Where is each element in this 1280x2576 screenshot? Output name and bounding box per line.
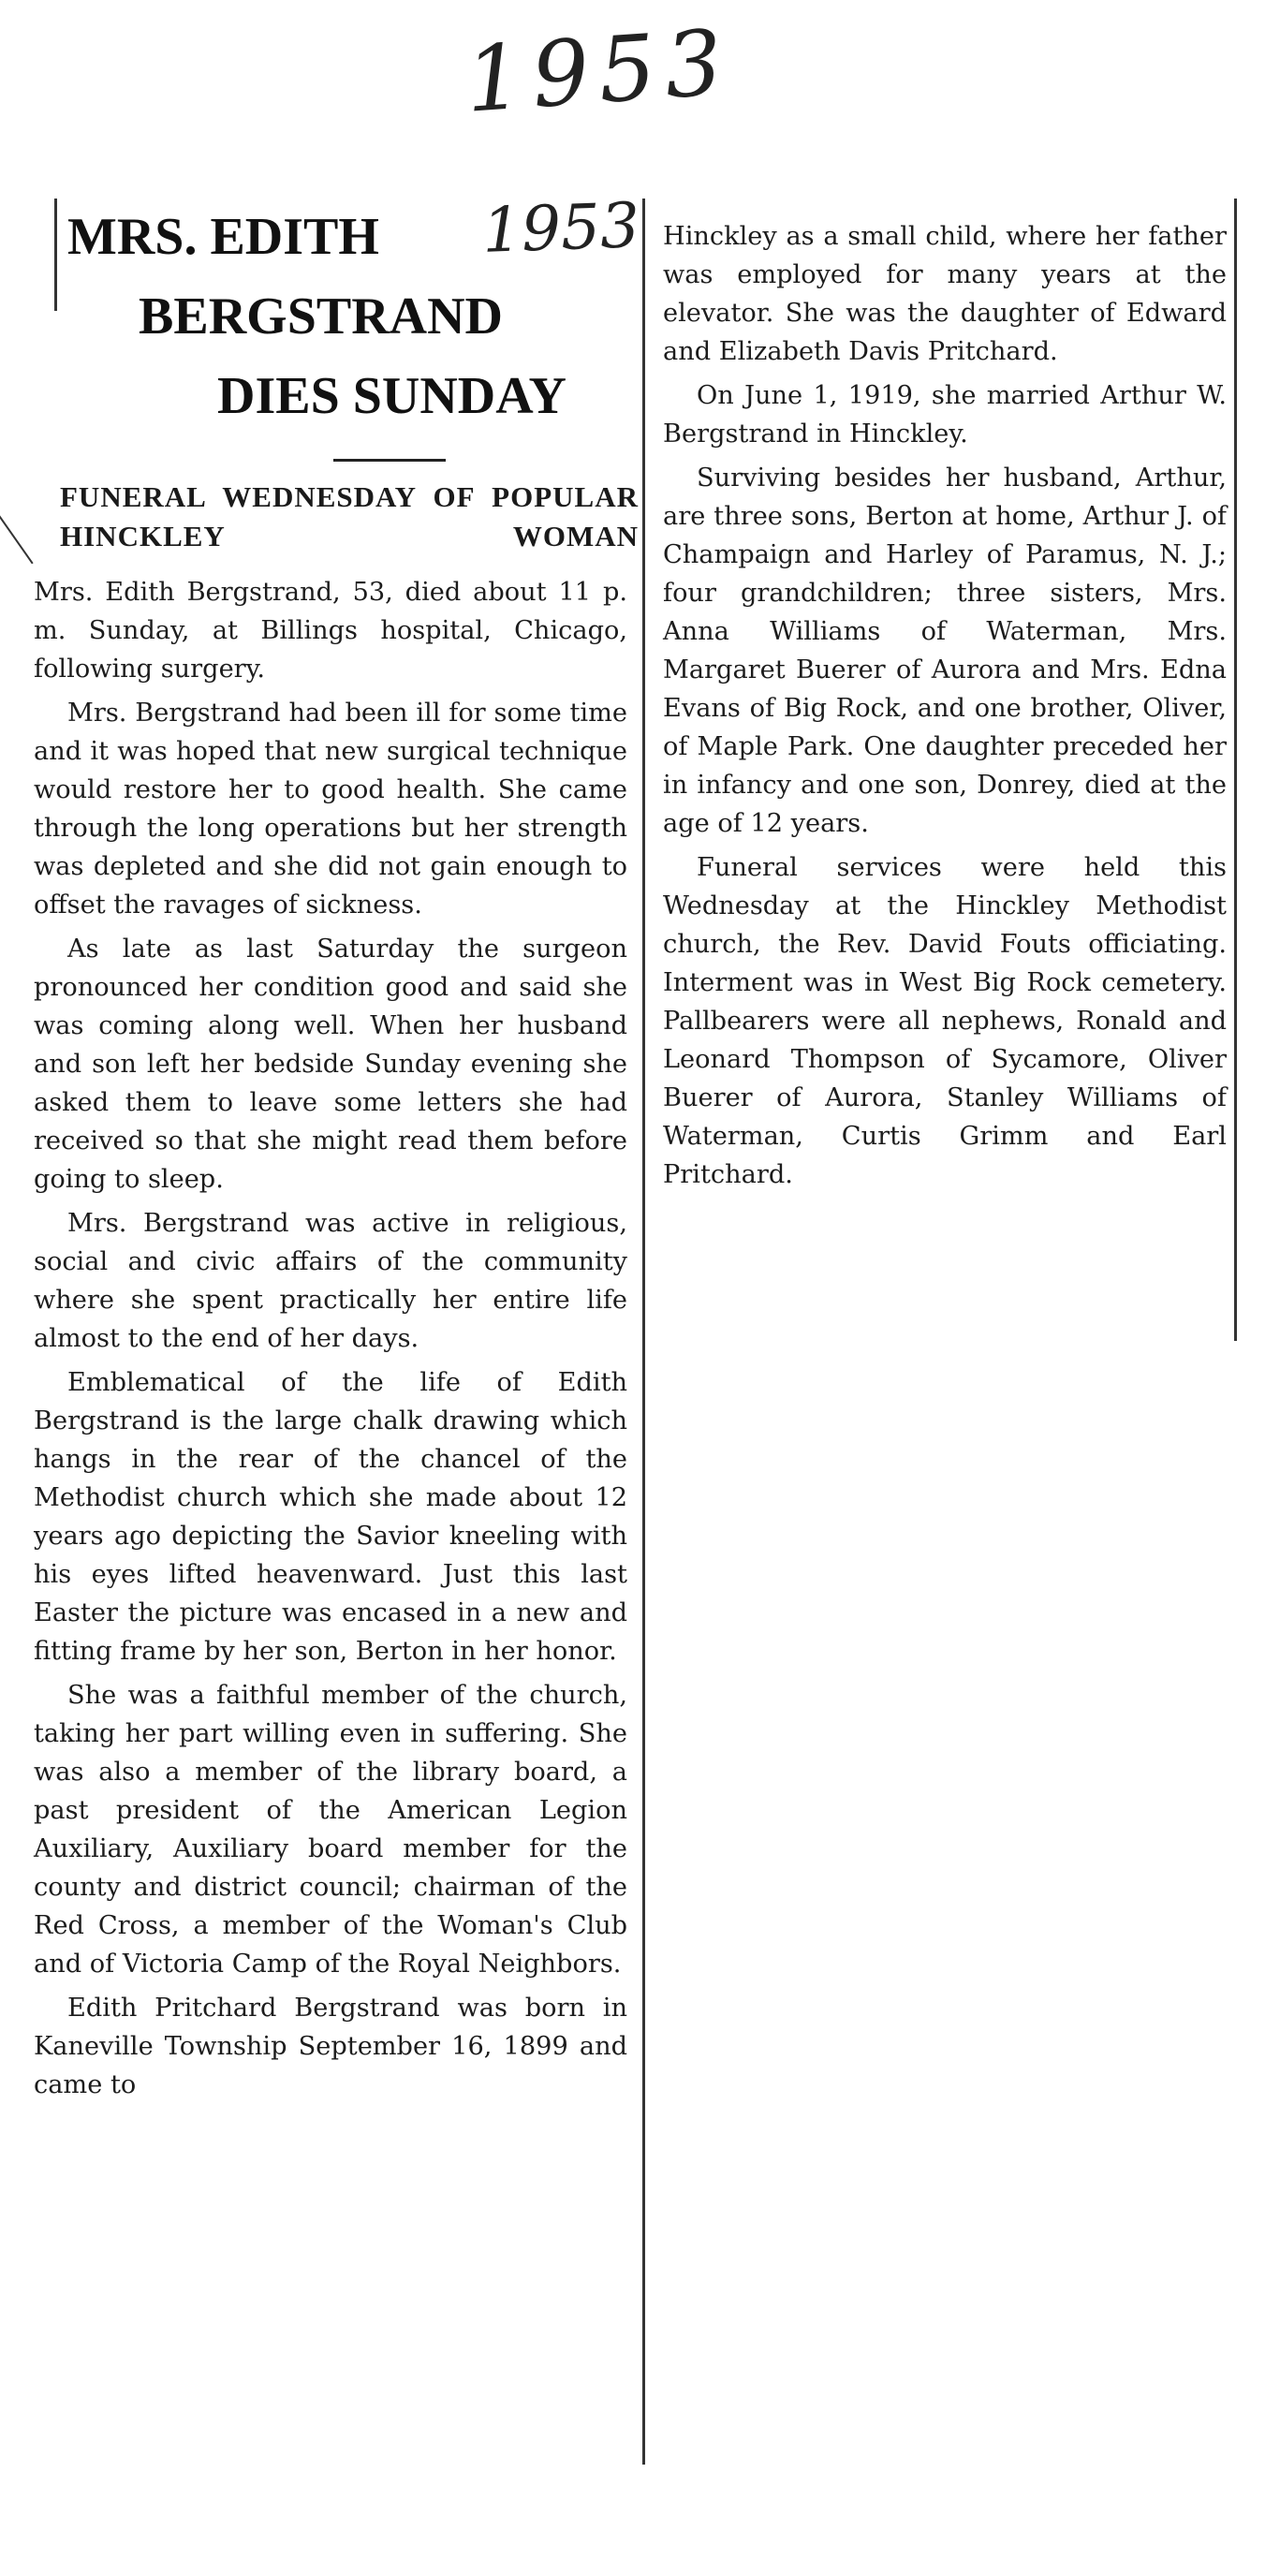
paragraph: On June 1, 1919, she married Arthur W. Bergstrand in Hinckley.	[663, 381, 1227, 449]
article-column-2	[663, 217, 1227, 1200]
headline-line-1: MRS. EDITH	[67, 208, 379, 266]
paragraph: As late as last Saturday the surgeon pronounced her condition good and said she was coming along well. When her husband and son left her bedside Sunday evening she asked them to leave some letters she had received so that she might read them before going to sleep.	[34, 935, 627, 1194]
paragraph: Mrs. Bergstrand was active in religious, social and civic affairs of the community where she spent practically her entire life almost to the end of her days.	[34, 1209, 627, 1353]
headline-line-3: DIES SUNDAY	[217, 367, 566, 425]
paragraph: Surviving besides her husband, Arthur, are three sons, Berton at home, Arthur J. of Champaign and Harley of Paramus, N. J.; four grandchildren; three sisters, Mrs. Anna Williams of Waterman, Mrs. Margaret Buerer of Aurora and Mrs. Edna Evans of Big Rock, and one brother, Oliver, of Maple Park. One daughter preceded her in infancy and one son, Donrey, died at the age of 12 years.	[663, 464, 1227, 838]
headline-line-2: BERGSTRAND	[139, 287, 503, 346]
paragraph: Edith Pritchard Bergstrand was born in Kaneville Township September 16, 1899 and came to	[34, 1994, 627, 2099]
column-rule-left-edge	[54, 199, 57, 311]
paragraph: Funeral services were held this Wednesday at the Hinckley Methodist church, the Rev. David Fouts officiating. Interment was in West Big Rock cemetery. Pallbearers were all nephews, Ronald and Leonard Thompson of Sycamore, Oliver Buerer of Aurora, Stanley Williams of Waterman, Curtis Grimm and Earl Pritchard.	[663, 853, 1227, 1189]
paragraph: Mrs. Edith Bergstrand, 53, died about 11 p. m. Sunday, at Billings hospital, Chicago, following surgery.	[34, 578, 627, 684]
paragraph: Hinckley as a small child, where her father was employed for many years at the elevator. She was the daughter of Edward and Elizabeth Davis Pritchard.	[663, 222, 1227, 366]
article-column-1	[34, 573, 627, 2110]
paragraph: Mrs. Bergstrand had been ill for some time and it was hoped that new surgical technique would restore her to good health. She came through the long operations but her strength was depleted and she did not gain enough to offset the ravages of sickness.	[34, 699, 627, 920]
paragraph: Emblematical of the life of Edith Bergstrand is the large chalk drawing which hangs in the rear of the chancel of the Methodist church which she made about 12 years ago depicting the Savior kneeling with his eyes lifted heavenward. Just this last Easter the picture was encased in a new and fitting frame by her son, Berton in her honor.	[34, 1368, 627, 1666]
handwritten-year-headline: 1953	[480, 189, 641, 267]
margin-mark	[0, 494, 34, 565]
column-rule-center	[642, 199, 645, 2465]
handwritten-year-top: 1953	[462, 9, 735, 133]
headline-rule	[333, 459, 446, 462]
paragraph: She was a faithful member of the church, taking her part willing even in suffering. She was also a member of the library board, a past president of the American Legion Auxiliary, Auxiliary board member for the county and district council; chairman of the Red Cross, a member of the Woman's Club and of Victoria Camp of the Royal Neighbors.	[34, 1681, 627, 1979]
subheadline: FUNERAL WEDNESDAY OF POPULAR HINCKLEY WOMAN	[60, 480, 639, 552]
column-rule-right	[1234, 199, 1237, 1341]
